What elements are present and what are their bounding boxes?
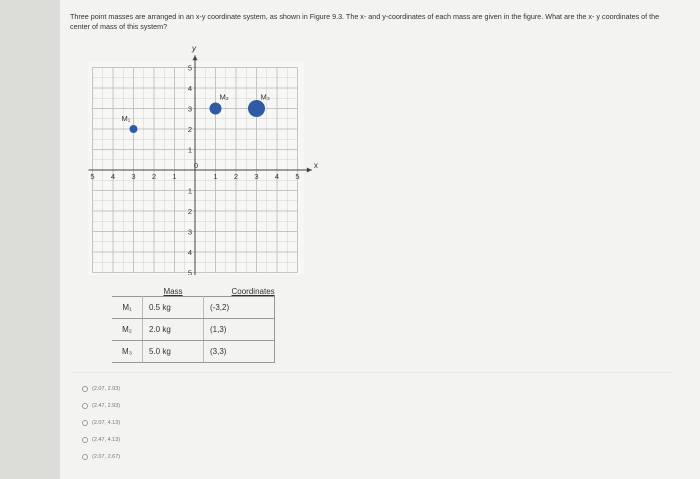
mass-label: M₂ (112, 319, 143, 341)
radio-button[interactable] (82, 437, 88, 443)
y-tick-label: 3 (187, 227, 192, 237)
mass-point-label: M₂ (219, 92, 229, 102)
y-tick-label: 1 (187, 186, 192, 196)
y-tick-label: 2 (187, 125, 192, 134)
mass-point-label: M₃ (260, 92, 270, 102)
y-axis-label: y (192, 44, 196, 54)
answer-option[interactable] (82, 448, 120, 465)
table-row (112, 297, 275, 319)
mass-label: M₁ (112, 297, 143, 319)
y-tick-label: 3 (187, 104, 192, 114)
option-label: (2.07, 2.67) (92, 453, 121, 460)
x-tick-label: 1 (213, 172, 218, 181)
x-tick-label: 4 (110, 172, 116, 181)
mass-value: 2.0 kg (143, 319, 204, 341)
option-label: (2.47, 4.13) (92, 436, 121, 443)
x-tick-label: 3 (254, 172, 259, 181)
x-axis-label: x (313, 161, 318, 170)
option-label: (2.47, 2.93) (92, 402, 121, 409)
divider (72, 372, 672, 373)
table-row (112, 319, 275, 341)
coordinate-value: (-3,2) (204, 297, 275, 319)
coordinate-value: (1,3) (204, 319, 275, 341)
y-tick-label: 2 (187, 207, 192, 216)
table-spacer (112, 286, 143, 297)
y-tick-label: 5 (187, 63, 192, 73)
y-tick-label: 4 (187, 248, 192, 257)
x-tick-label: 3 (131, 172, 136, 181)
option-label: (2.07, 2.93) (92, 385, 121, 392)
mass-table (112, 286, 275, 363)
mass-value: 0.5 kg (143, 297, 204, 319)
x-tick-label: 4 (274, 172, 280, 181)
mass-point-label: M₁ (121, 114, 131, 123)
answer-option[interactable] (82, 431, 120, 448)
mass-point (130, 125, 138, 133)
answer-option[interactable] (82, 414, 120, 431)
coordinates-header: Coordinates (231, 286, 275, 296)
mass-header: Mass (163, 286, 183, 296)
radio-button[interactable] (82, 454, 88, 460)
coordinate-value: (3,3) (204, 341, 275, 363)
y-tick-label: 1 (187, 145, 192, 155)
radio-button[interactable] (82, 403, 88, 409)
mass-value: 5.0 kg (143, 341, 204, 363)
x-tick-label: 2 (233, 172, 239, 181)
table-row (112, 341, 275, 363)
question-text: Three point masses are arranged in an x-y coordinate system, as shown in Figure 9.3. The x- and y-coordinates of each mass are given in the figure. What are the x- y coordinates of the center of mass of this system? (70, 12, 660, 31)
option-label: (2.07, 4.13) (92, 419, 121, 426)
x-tick-label: 5 (295, 172, 300, 181)
x-tick-label: 5 (90, 172, 95, 181)
radio-button[interactable] (82, 420, 88, 426)
answer-option[interactable] (82, 397, 120, 414)
y-tick-label: 5 (187, 268, 192, 275)
mass-point (248, 100, 265, 117)
x-tick-label: 0 (193, 161, 199, 170)
answer-options (82, 380, 120, 465)
x-axis-arrow (307, 168, 312, 173)
x-tick-label: 2 (151, 172, 157, 181)
y-tick-label: 4 (187, 84, 192, 93)
radio-button[interactable] (82, 386, 88, 392)
mass-label: M₃ (112, 341, 143, 363)
mass-point (210, 103, 222, 115)
answer-option[interactable] (82, 380, 120, 397)
coordinate-grid-figure (88, 40, 328, 275)
x-tick-label: 1 (172, 172, 177, 181)
y-axis-arrow (193, 55, 198, 60)
